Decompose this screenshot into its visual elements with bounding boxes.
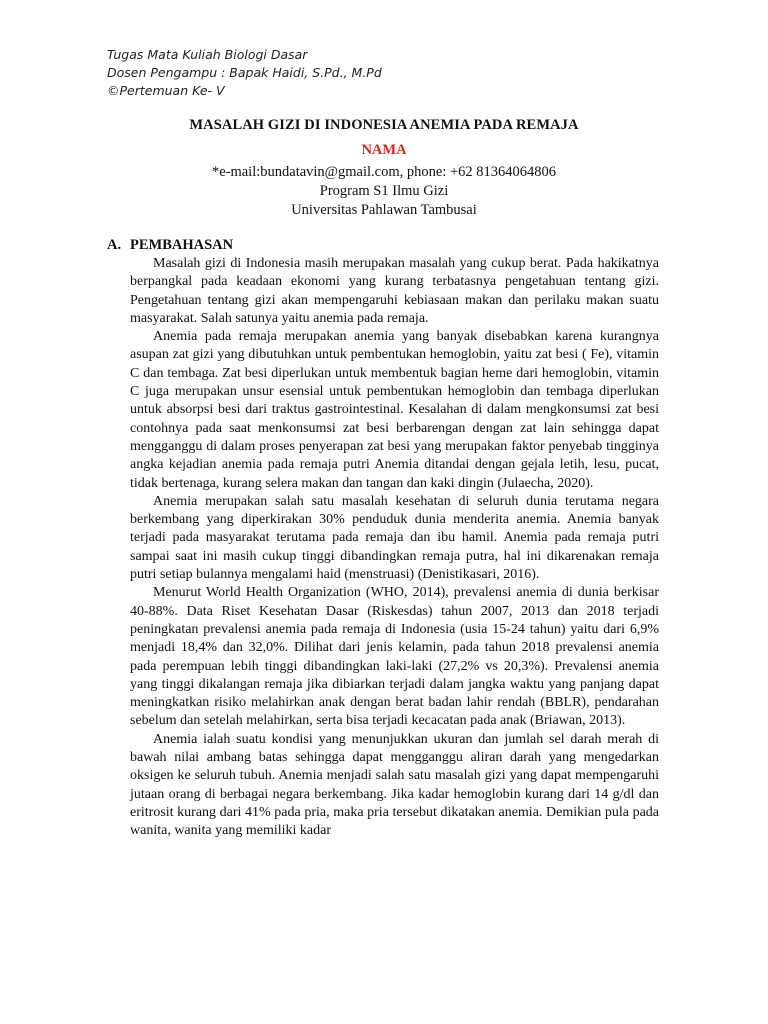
paragraph: Anemia pada remaja merupakan anemia yang banyak disebabkan karena kurangnya asupan zat gizi yang dibutuhkan untuk pembentukan hemoglobin, yaitu zat besi ( Fe), vitamin C dan tembaga. Zat besi diperlukan untuk membentuk bagian heme dari hemoglobin, vitamin C juga merupakan unsur esensial untuk pembentukan hemoglobin dan tembaga diperlukan untuk absorpsi besi dari traktus gastrointestinal. Kesalahan di dalam mengkonsumsi zat besi contohnya pada saat menkonsumsi zat besi berbarengan dengan zat lain sehingga dapat mengganggu di dalam proses penyerapan zat besi yang merupakan faktor penyebab tingginya angka kejadian anemia pada remaja putri Anemia ditandai dengan gejala letih, lesu, pucat, tidak bertenaga, kurang selera makan dan tangan dan kaki dingin (Julaecha, 2020). <box>130 329 659 491</box>
university-name: Universitas Pahlawan Tambusai <box>291 202 477 218</box>
section-number: A. <box>107 237 122 253</box>
course-header <box>107 46 382 100</box>
paragraph: Anemia merupakan salah satu masalah kesehatan di seluruh dunia terutama negara berkembang yang diperkirakan 30% penduduk dunia menderita anemia. Anemia banyak terjadi pada masyarakat terutama pada remaja dan ibu hamil. Anemia pada remaja putri sampai saat ini masih cukup tinggi dibandingkan remaja putra, hal ini dikarenakan remaja putri setiap bulannya mengalami haid (menstruasi) (Denistikasari, 2016). <box>130 493 659 583</box>
paragraph: Anemia ialah suatu kondisi yang menunjukkan ukuran dan jumlah sel darah merah di bawah nilai ambang batas sehingga dapat mengganggu aliran darah yang mengedarkan oksigen ke seluruh tubuh. Anemia menjadi salah satu masalah gizi yang dapat mempengaruhi jutaan orang di berbagai negara berkembang. Jika kadar hemoglobin kurang dari 14 g/dl dan eritrosit kurang dari 41% pada pria, maka pria tersebut dikatakan anemia. Demikian pula pada wanita, wanita yang memiliki kadar <box>130 731 659 839</box>
study-program: Program S1 Ilmu Gizi <box>319 183 449 199</box>
section-body <box>130 255 659 841</box>
author-name: NAMA <box>361 142 407 158</box>
author-contact: *e-mail:bundatavin@gmail.com, phone: +62 81364064806 <box>211 164 557 180</box>
meeting-label: ©Pertemuan Ke- V <box>107 83 225 98</box>
title-block <box>0 114 768 220</box>
course-name: Tugas Mata Kuliah Biologi Dasar <box>107 47 308 62</box>
section-heading <box>107 236 233 255</box>
paragraph: Masalah gizi di Indonesia masih merupakan masalah yang cukup berat. Pada hakikatnya berpangkal pada keadaan ekonomi yang kurang terbatasnya pengetahuan tentang gizi. Pengetahuan tentang gizi akan mempengaruhi kebiasaan makan dan perilaku makan suatu masyarakat. Salah satunya yaitu anemia pada remaja. <box>130 256 659 326</box>
paragraph: Menurut World Health Organization (WHO, 2014), prevalensi anemia di dunia berkisar 40-88%. Data Riset Kesehatan Dasar (Riskesdas) tahun 2007, 2013 dan 2018 terjadi peningkatan prevalensi anemia pada remaja di Indonesia (usia 15-24 tahun) yaitu dari 6,9% menjadi 18,4% dan 32,0%. Dilihat dari jenis kelamin, pada tahun 2018 prevalensi anemia pada perempuan lebih tinggi dibandingkan laki-laki (27,2% vs 20,3%). Prevalensi anemia yang tinggi dikalangan remaja jika dibiarkan terjadi dalam jangka waktu yang panjang dapat meningkatkan risiko melahirkan anak dengan berat badan lahir rendah (BBLR), pendarahan sebelum dan setelah melahirkan, serta bisa terjadi kecacatan pada anak (Briawan, 2013). <box>130 585 659 729</box>
lecturer-name: Dosen Pengampu : Bapak Haidi, S.Pd., M.Pd <box>107 65 382 80</box>
document-title: MASALAH GIZI DI INDONESIA ANEMIA PADA REMAJA <box>189 117 579 133</box>
section-title: PEMBAHASAN <box>130 237 234 253</box>
